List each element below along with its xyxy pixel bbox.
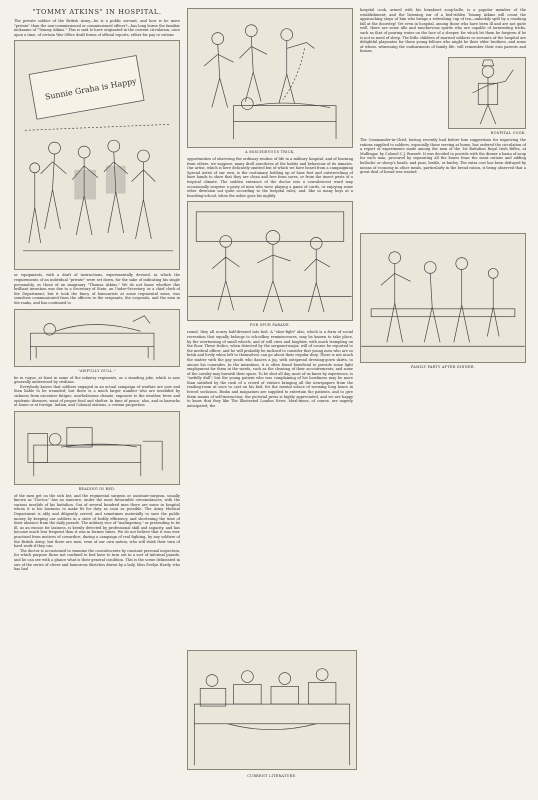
caption-awfully-dull: "AWFULLY DULL." bbox=[78, 368, 116, 373]
mischievous-trick-drawing bbox=[188, 9, 352, 147]
paragraph-hospital-cook: hospital cook, armed with his hexafoort soup-ladle, is a popular member of the establishment; and the listening ear of a bed-ridden Tommy Atkins will count the approaching steps of him who brings a refreshing cup of tea—unluckily spilt by a crashing fall at the doorstep! Yet even in hospital, among those who have been ill and are not quite well, there are some idle and mischievous spirits who are capable of tormenting tricks, such as that of pouring water on the face of a sleeper, for which let them be forgiven if he is not in need of sleep. The little children of married soldiers or servants of the hospital are delightful playmates for these young fellows who might be their elder brothers, and some of whom, witnessing the endearments of family life, will remember their own parents and homes. bbox=[360, 8, 526, 54]
illustration-family-party bbox=[360, 233, 526, 363]
cook-text-wrap bbox=[360, 8, 526, 54]
paragraph-hospital-routine: opportunities of observing the ordinary routine of life in a military hospital, and of learning from others, we suppose, many droll anecdotes of the habits and behaviour of its inmates. Our artist, which is here delicately omitted but of which we have heard from a campaigning Special Artist of our own, is the customary holding up of base feet and outstretching of bare hands to show that they are clean and free from sores, or from the insect pests of a tropical climate. The sudden entrance of the doctor into a convalescent ward may occasionally surprise a party of men who were playing a game of cards, or enjoying some other diversion not quite according to the hospital rules; and, like so many boys at a boarding-school, when the usher goes his nightly bbox=[187, 157, 353, 198]
caption-for-spur-parade: FOR SPUR PARADE. bbox=[249, 323, 291, 328]
caption-family-party: FAMILY PARTY AFTER DINNER. bbox=[410, 364, 476, 369]
illustration-parade-sign bbox=[14, 40, 180, 270]
spur-parade-drawing bbox=[188, 202, 352, 320]
paragraph-doctor-inspection: The doctor is accustomed to examine the convalescents by constant personal inspection, for which purpose those not confined to bed have to turn out in a sort of informal parade, and he can see with a glance what is their general condition. This is the scene delineated in one of the series of clever and humorous Sketches drawn by a lady, Miss Evelyn Hardy, who has had bbox=[14, 548, 180, 572]
family-party-drawing bbox=[361, 234, 525, 362]
paragraph-standing-joke: be in vogue, at least in some of the infantry regiments, as a standing joke, which is now generally understood by civilians. bbox=[14, 375, 180, 385]
paragraph-sick-list: of the men get on the sick list; and the regimental surgeon or assistant-surgeon, usually known as "Doctor," has no sinecure, under the most favourable circumstances, with the various invalids of his battalion. Out of several hundred men there are some in hospital whom it is his business to make fit for duty as soon as possible. The Army Medical Department is ably and diligently served, and sometimes materially to save the public money by keeping our soldiers in a state of bodily efficiency, and shortening the time of their absence from the daily parade. The military vice of "malingering," or pretending to be ill, as an excuse for laziness, is keenly detected by professional skill and sagacity, and has become much less frequent than it was in former times. We do not believe that it was ever practised from motives of cowardice, during a campaign of real fighting, by any soldiers of the British Army; but there are men, even of our own nation, who will shirk their turn of hard work if they can. bbox=[14, 493, 180, 549]
paragraph-invalided: Everybody knows that soldiers engaged in an actual campaign of warfare are now and then liable to be wounded; but there is a much larger number who are invalided by sickness from excessive fatigue, unwholesome climate, exposure to the weather, fever and epidemic diseases, want of proper food and shelter. In time of peace, also, and in barracks at home or at foreign, Indian, and Colonial stations, a certain proportion bbox=[14, 384, 180, 408]
awfully-dull-drawing bbox=[15, 310, 179, 366]
caption-mischievous-trick: A MISCHIEVOUS TRICK. bbox=[245, 150, 295, 154]
cook-row bbox=[360, 8, 526, 54]
parade-sign-drawing bbox=[15, 41, 179, 269]
column-3 bbox=[360, 8, 526, 372]
illustration-mischievous-trick bbox=[187, 8, 353, 148]
column-2 bbox=[187, 8, 353, 408]
illustration-for-spur-parade bbox=[187, 201, 353, 321]
caption-reading-in-bed: READING IN BED. bbox=[78, 486, 116, 491]
hospital-cook-drawing bbox=[449, 58, 525, 128]
illustration-current-literature bbox=[187, 650, 357, 770]
intro-paragraph: The private soldier of the British Army—he is a public servant, and how is he more "private" than the non-commissioned or commissioned officer?—has long borne the familiar nickname of "Tommy Atkins." This is said to have originated in the current circulation, once upon a time, of certain War Office draft forms of official reports, either for pay or rations bbox=[14, 19, 180, 37]
paragraph-rations: The Commander-in-Chief, having recently had before him suggestions for improving the rations supplied to soldiers, especially those serving at home, has ordered the circulation of a report of experiments made among the men of the 1st Battalion Royal Irish Rifles, at Mullingar, by Colonel C.J. Burnett. It was decided to provide with the dinner a basin of soup for each man, procured by separating all the bones from the meat rations and adding bullocks' or sheep's heads, and peas, lentils, or barley. The extra cost has been defrayed by means of economy in other meals, particularly in the bread ration, it being observed that a great deal of bread was wasted. bbox=[360, 137, 526, 175]
illustration-reading-in-bed bbox=[14, 411, 180, 485]
column-1 bbox=[14, 8, 180, 572]
illustration-hospital-cook bbox=[448, 57, 526, 129]
paragraph-nickname-origin: or equipments, with a draft of instructions, experimentally devised, in which the requirements of an individual "private" were set down, for the sake of indicating his single personality, as those of an imaginary "Thomas Atkins." We do not know whether this brilliant invention was due to a Secretary of State, an Under-Secretary, or a chief clerk of the Department; but it took the fancy of humourists at some regimental mess, was somehow communicated from the officers to the sergeants, the corporals, and the men in the ranks, and has continued to bbox=[14, 273, 180, 305]
paragraph-shoe-fight: round, they all scurry half-dressed into bed. A "shoe-fight" also, which is a form of social recreation that equally belongs to schoolboy reminiscences, may be known to take place, by the overturning of small wheels, and of will cries and laughter, with much trampling on the floor. These frolics, when detected by the sergeant-major, will of course be reported to the medical officer, and he will probably be inclined to consider that young men who are so brisk and lively when left to themselves can go about their regular duty. There is not much the matter with the gay youth who dances a jig, with outspread dressing-gown skirts, to amuse his comrades. In the meantime, it is often found beneficial to provide some light employment for them in the wards, such as the cleaning of their accoutrements; and some of the cavalry may burnish their spurs. To be shut all day, most of us know by experience, is "awfully dull"; but the young patient who was complaining of his loneliness may be more than satisfied by the rush of a crowd of visitors bringing all the newspapers from the reading-room at once to cast on his bed, for the mental solace of seeming long hours in forced seclusion. Books and magazines are supplied to entertain the patients, and to give them means of self-instruction; the pictorial press is highly appreciated, and we are happy to know that they like The Illustrated London News. Meal-times, of course, are eagerly anticipated; the bbox=[187, 330, 353, 408]
caption-current-literature: CURRENT LITERATURE. bbox=[247, 774, 297, 778]
caption-hospital-cook: HOSPITAL COOK. bbox=[490, 130, 526, 135]
article-headline: "TOMMY ATKINS" IN HOSPITAL. bbox=[32, 8, 162, 16]
current-literature-drawing bbox=[188, 651, 356, 769]
reading-in-bed-drawing bbox=[15, 412, 179, 484]
sign-lettering: Sunnie Graha is Happy bbox=[44, 76, 138, 102]
illustration-awfully-dull bbox=[14, 309, 180, 367]
